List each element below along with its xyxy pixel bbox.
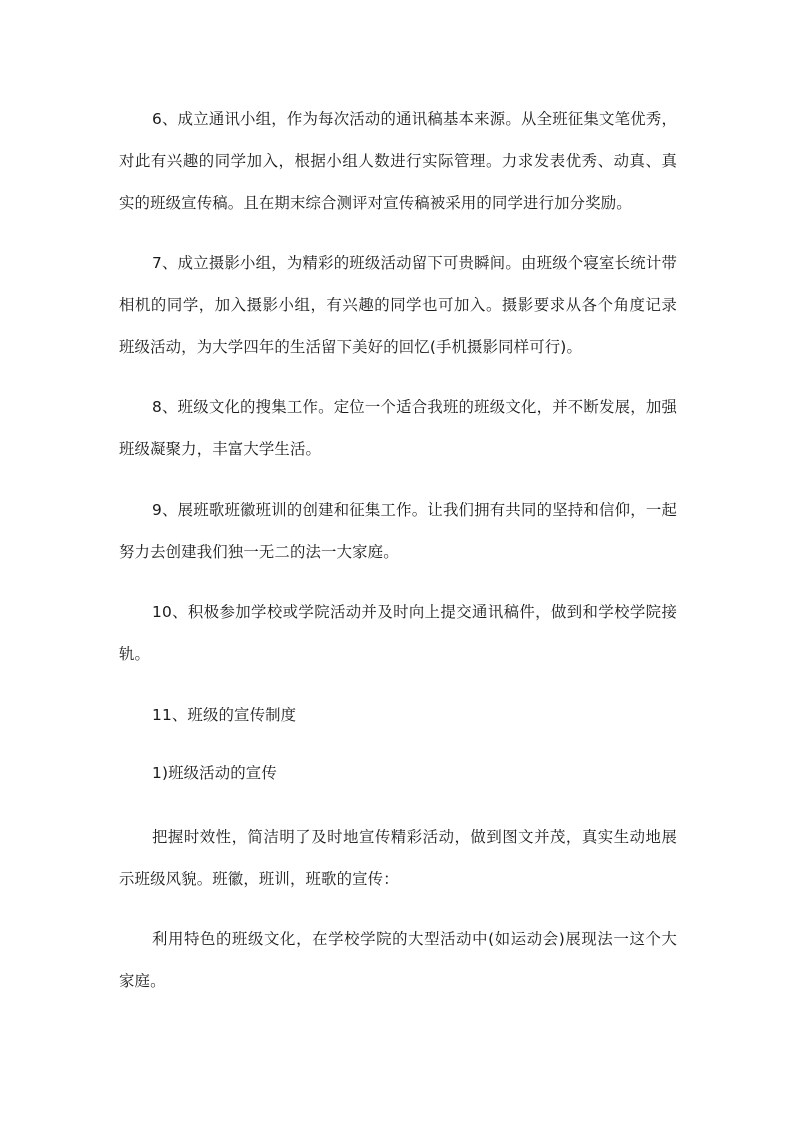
paragraph-item-9: 9、展班歌班徽班训的创建和征集工作。让我们拥有共同的坚持和信仰，一起努力去创建我们独一无二的法一大家庭。 [119, 501, 677, 561]
paragraph-item-11-1: 1)班级活动的宣传 [152, 764, 277, 782]
paragraph-item-10: 10、积极参加学校或学院活动并及时向上提交通讯稿件，做到和学校学院接轨。 [119, 603, 677, 663]
paragraph-item-publicity: 把握时效性，简洁明了及时地宣传精彩活动，做到图文并茂，真实生动地展示班级风貌。班徽，班训，班歌的宣传： [119, 828, 677, 888]
paragraph-item-6: 6、成立通讯小组，作为每次活动的通讯稿基本来源。从全班征集文笔优秀，对此有兴趣的同学加入，根据小组人数进行实际管理。力求发表优秀、动真、真实的班级宣传稿。且在期末综合测评对宣传稿被采用的同学进行加分奖励。 [119, 110, 677, 212]
paragraph-item-8: 8、班级文化的搜集工作。定位一个适合我班的班级文化，并不断发展，加强班级凝聚力，丰富大学生活。 [119, 398, 677, 458]
paragraph-item-7: 7、成立摄影小组，为精彩的班级活动留下可贵瞬间。由班级个寝室长统计带相机的同学，加入摄影小组，有兴趣的同学也可加入。摄影要求从各个角度记录班级活动，为大学四年的生活留下美好的回忆(手机摄影同样可行)。 [119, 254, 677, 356]
paragraph-item-11: 11、班级的宣传制度 [152, 706, 297, 724]
paragraph-item-culture: 利用特色的班级文化，在学校学院的大型活动中(如运动会)展现法一这个大家庭。 [119, 930, 677, 990]
